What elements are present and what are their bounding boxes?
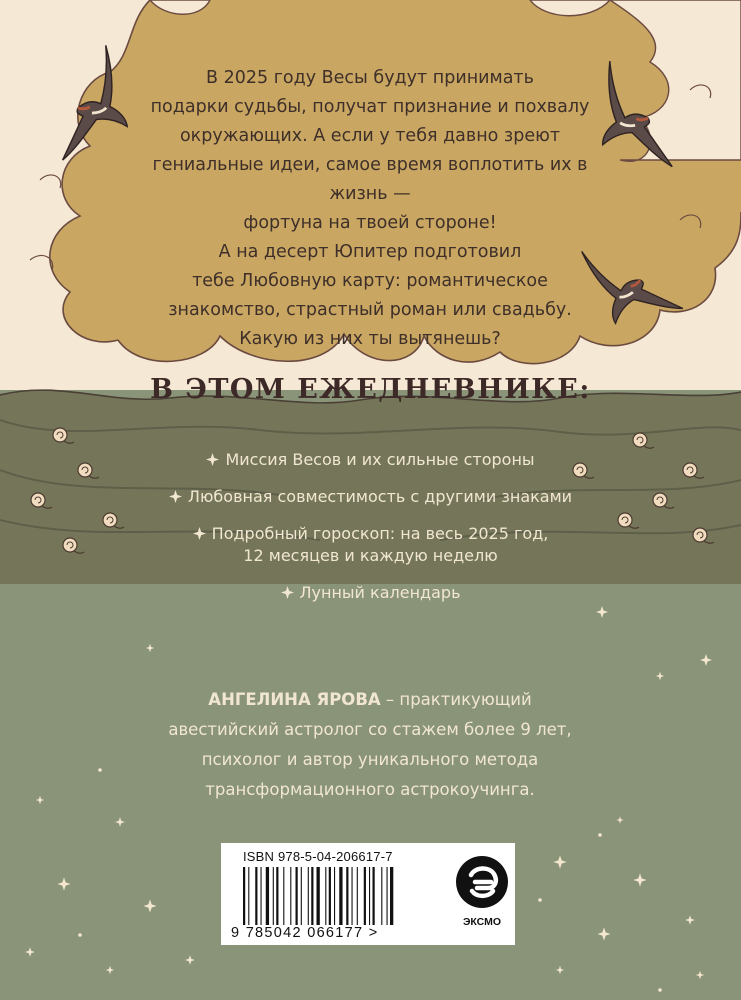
sparkle-icon (193, 527, 206, 540)
eksmo-logo-icon (455, 855, 509, 909)
feature-item (110, 486, 631, 508)
section-heading: В ЭТОМ ЕЖЕДНЕВНИКЕ: (150, 374, 591, 405)
feature-item (110, 523, 631, 567)
feature-text: Подробный гороскоп: на весь 2025 год, (211, 524, 549, 543)
author-bio-text: психолог и автор уникального метода (201, 750, 539, 769)
author-bio (150, 685, 590, 805)
ean-digits: 9 785042 066177 > (231, 925, 379, 941)
author-bio-text: авестийский астролог со стажем более 9 лет, (168, 720, 572, 739)
sparkle-icon (169, 490, 182, 503)
blurb-line: тебе Любовную карту: романтическое (192, 271, 548, 291)
publisher-name: ЭКСМО (462, 916, 502, 928)
barcode-bars (243, 867, 433, 925)
blurb-line: В 2025 году Весы будут принимать (206, 68, 534, 88)
blurb-line: подарки судьбы, получат признание и похвалу (150, 97, 590, 117)
blurb-line: фортуна на твоей стороне! (243, 213, 497, 233)
feature-item (110, 449, 631, 471)
author-name: АНГЕЛИНА ЯРОВА (208, 690, 381, 709)
sparkle-icon (281, 586, 294, 599)
blurb-line: окружающих. А если у тебя давно зреют (179, 126, 561, 146)
blurb-line: гениальные идеи, самое время воплотить их в жизнь — (152, 155, 588, 204)
feature-text: Любовная совместимость с другими знаками (187, 487, 573, 506)
features-list (110, 449, 631, 619)
sparkle-icon (206, 453, 219, 466)
blurb-line: Какую из них ты вытянешь? (239, 329, 501, 349)
barcode-panel (221, 843, 515, 945)
feature-item (110, 582, 631, 604)
author-bio-text: трансформационного астрокоучинга. (205, 780, 535, 799)
isbn-number: ISBN 978-5-04-206617-7 (243, 849, 393, 864)
blurb-text (150, 64, 590, 354)
blurb-line: А на десерт Юпитер подготовил (218, 242, 522, 262)
author-bio-text: – практикующий (380, 690, 532, 709)
feature-text: Лунный календарь (299, 583, 461, 602)
blurb-line: знакомство, страстный роман или свадьбу. (168, 300, 572, 320)
feature-text-continued: 12 месяцев и каждую неделю (243, 546, 498, 565)
feature-text: Миссия Весов и их сильные стороны (225, 450, 535, 469)
